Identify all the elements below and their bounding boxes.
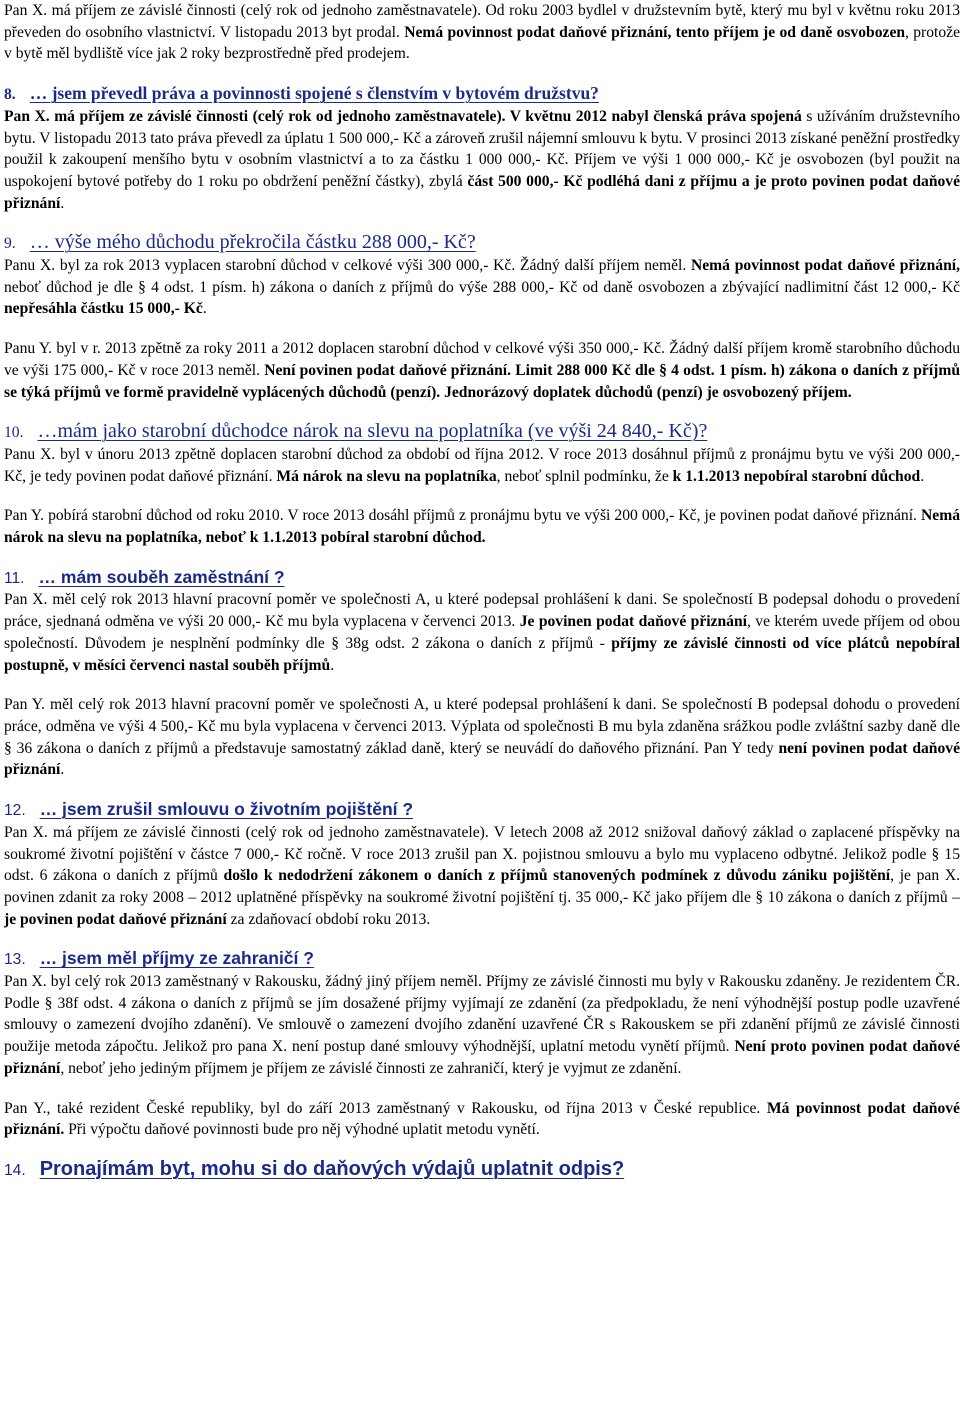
section-11-heading: 11. … mám souběh zaměstnání ? [4,566,285,587]
section-10-paragraph-2: Pan Y. pobírá starobní důchod od roku 2010. V roce 2013 dosáhl příjmů z pronájmu bytu ve výši 200 000,- Kč, je povinen podat daňové přiznání. Nemá nárok na slevu na poplatníka, neboť k 1.1.2013 pobíral starobní důchod. [4,507,960,547]
section-8-heading: 8. … jsem převedl práva a povinnosti spojené s členstvím v bytovém družstvu? [4,83,599,104]
section-8-paragraph-1: Pan X. má příjem ze závislé činnosti (celý rok od jednoho zaměstnavatele). V květnu 2012 nabyl členská práva spojená s užíváním družstevního bytu. V listopadu 2013 tato práva převedl za úplatu 1 500 000,- Kč a zároveň zrušil nájemní smlouvu k bytu. V prosinci 2013 získané peněžní prostředky použil k zakoupení menšího bytu v osobním vlastnictví a to za částku 1 000 000,- Kč. Příjem ve výši 1 000 000,- Kč je osvobozen (byl použit na uspokojení bytové potřeby do 1 roku po obdržení peněžní částky), zbylá část 500 000,- Kč podléhá dani z příjmu a je proto povinen podat daňové přiznání. [4,107,960,212]
section-12-paragraph-1: Pan X. má příjem ze závislé činnosti (celý rok od jednoho zaměstnavatele). V letech 2008 až 2012 snižoval daňový základ o zaplacené příspěvky na soukromé životní pojištění v částce 7 000,- Kč ročně. V roce 2013 zrušil pan X. pojistnou smlouvu a bylo mu vyplaceno odbytné. Jelikož podle § 15 odst. 6 zákona o daních z příjmů došlo k nedodržení zákonem o daních z příjmů stanovených podmínek z důvodu zániku pojištění, je pan X. povinen zdanit za roky 2008 – 2012 uplatněné příspěvky na soukromé životní pojištění tj. 35 000,- Kč jako příjem dle § 10 zákona o daních z příjmů – je povinen podat daňové přiznání za zdaňovací období roku 2013. [4,823,960,928]
section-13-paragraph-1: Pan X. byl celý rok 2013 zaměstnaný v Rakousku, žádný jiný příjem neměl. Příjmy ze závislé činnosti mu byly v Rakousku zdaněny. Je rezidentem ČR. Podle § 38f odst. 4 zákona o daních z příjmů se jím dosažené příjmy vyjímají ze zdanění (za předpokladu, že není výhodnější postup podle uzavřené smlouvy o zamezení dvojího zdanění). Ve smlouvě o zamezení dvojího zdanění uzavřené ČR s Rakouskem se při zdanění příjmů ze závislé činnosti použije metoda zápočtu. Jelikož pro pana X. není postup dané smlouvy výhodnější, uplatní metodu vynětí příjmů. Není proto povinen podat daňové přiznání, neboť jeho jediným příjmem je příjem ze závislé činnosti ze zahraničí, který je vyjmut ze zdanění. [4,973,960,1077]
section-11-paragraph-1: Pan X. měl celý rok 2013 hlavní pracovní poměr ve společnosti A, u které podepsal prohlášení k dani. Se společností B podepsal dohodu o provedení práce, sjednaná odměna ve výši 20 000,- Kč mu byla vyplacena v červenci 2013. Je povinen podat daňové přiznání, ve kterém uvede příjem od obou společností. Důvodem je nesplnění podmínky dle § 38g odst. 2 zákona o daních z příjmů - příjmy ze závislé činnosti od více plátců nepobíral postupně, v měsíci červenci nastal souběh příjmů. [4,591,960,674]
section-13-heading: 13. … jsem měl příjmy ze zahraničí ? [4,948,314,969]
section-9-heading: 9. … výše mého důchodu překročila částku 288 000,- Kč? [4,231,476,254]
section-9-paragraph-2: Panu Y. byl v r. 2013 zpětně za roky 2011 a 2012 doplacen starobní důchod v celkové výši 350 000,- Kč. Žádný další příjem kromě starobního důchodu ve výši 175 000,- Kč v roce 2013 neměl. Není povinen podat daňové přiznání. Limit 288 000 Kč dle § 4 odst. 1 písm. h) zákona o daních z příjmů se týká příjmů ve formě pravidelně vyplácených důchodů (penzí). Jednorázový doplatek důchodů (penzí) je osvobozený příjem. [4,340,960,401]
section-10-paragraph-1: Panu X. byl v únoru 2013 zpětně doplacen starobní důchod za období od října 2012. V roce 2013 dosáhnul příjmů z pronájmu bytu ve výši 200 000,- Kč, je tedy povinen podat daňové přiznání. Má nárok na slevu na poplatníka, neboť splnil podmínku, že k 1.1.2013 nepobíral starobní důchod. [4,445,960,485]
intro-paragraph: Pan X. má příjem ze závislé činnosti (celý rok od jednoho zaměstnavatele). Od roku 2003 bydlel v družstevním bytě, který mu byl v květnu roku 2013 převeden do osobního vlastnictví. V listopadu 2013 byt prodal. Nemá povinnost podat daňové přiznání, tento příjem je od daně osvobozen, protože v bytě měl bydliště více jak 2 roky bezprostředně před prodejem. [4,2,960,63]
section-11-paragraph-2: Pan Y. měl celý rok 2013 hlavní pracovní poměr ve společnosti A, u které podepsal prohlášení k dani. Se společností B podepsal dohodu o provedení práce, odměna ve výši 4 500,- Kč mu byla vyplacena v červenci 2013. Výplata od společnosti B mu byla zdaněna srážkou podle zvláštní sazby daně dle § 36 zákona o daních z příjmů a představuje samostatný základ daně, který se neuvádí do daňového přiznání. Pan Y tedy není povinen podat daňové přiznání. [4,696,960,779]
section-14-heading: 14. Pronajímám byt, mohu si do daňových výdajů uplatnit odpis? [4,1157,625,1180]
section-12-heading: 12. … jsem zrušil smlouvu o životním pojištění ? [4,799,414,820]
section-10-heading: 10. …mám jako starobní důchodce nárok na slevu na poplatníka (ve výši 24 840,- Kč)? [4,420,708,443]
section-9-paragraph-1: Panu X. byl za rok 2013 vyplacen starobní důchod v celkové výši 300 000,- Kč. Žádný další příjem neměl. Nemá povinnost podat daňové přiznání, neboť důchod je dle § 4 odst. 1 písm. h) zákona o daních z příjmů do výše 288 000,- Kč od daně osvobozen a zbývající nadlimitní část 12 000,- Kč nepřesáhla částku 15 000,- Kč. [4,257,960,318]
section-13-paragraph-2: Pan Y., také rezident České republiky, byl do září 2013 zaměstnaný v Rakousku, od října 2013 v České republice. Má povinnost podat daňové přiznání. Při výpočtu daňové povinnosti bude pro něj výhodné uplatit metodu vynětí. [4,1099,960,1139]
